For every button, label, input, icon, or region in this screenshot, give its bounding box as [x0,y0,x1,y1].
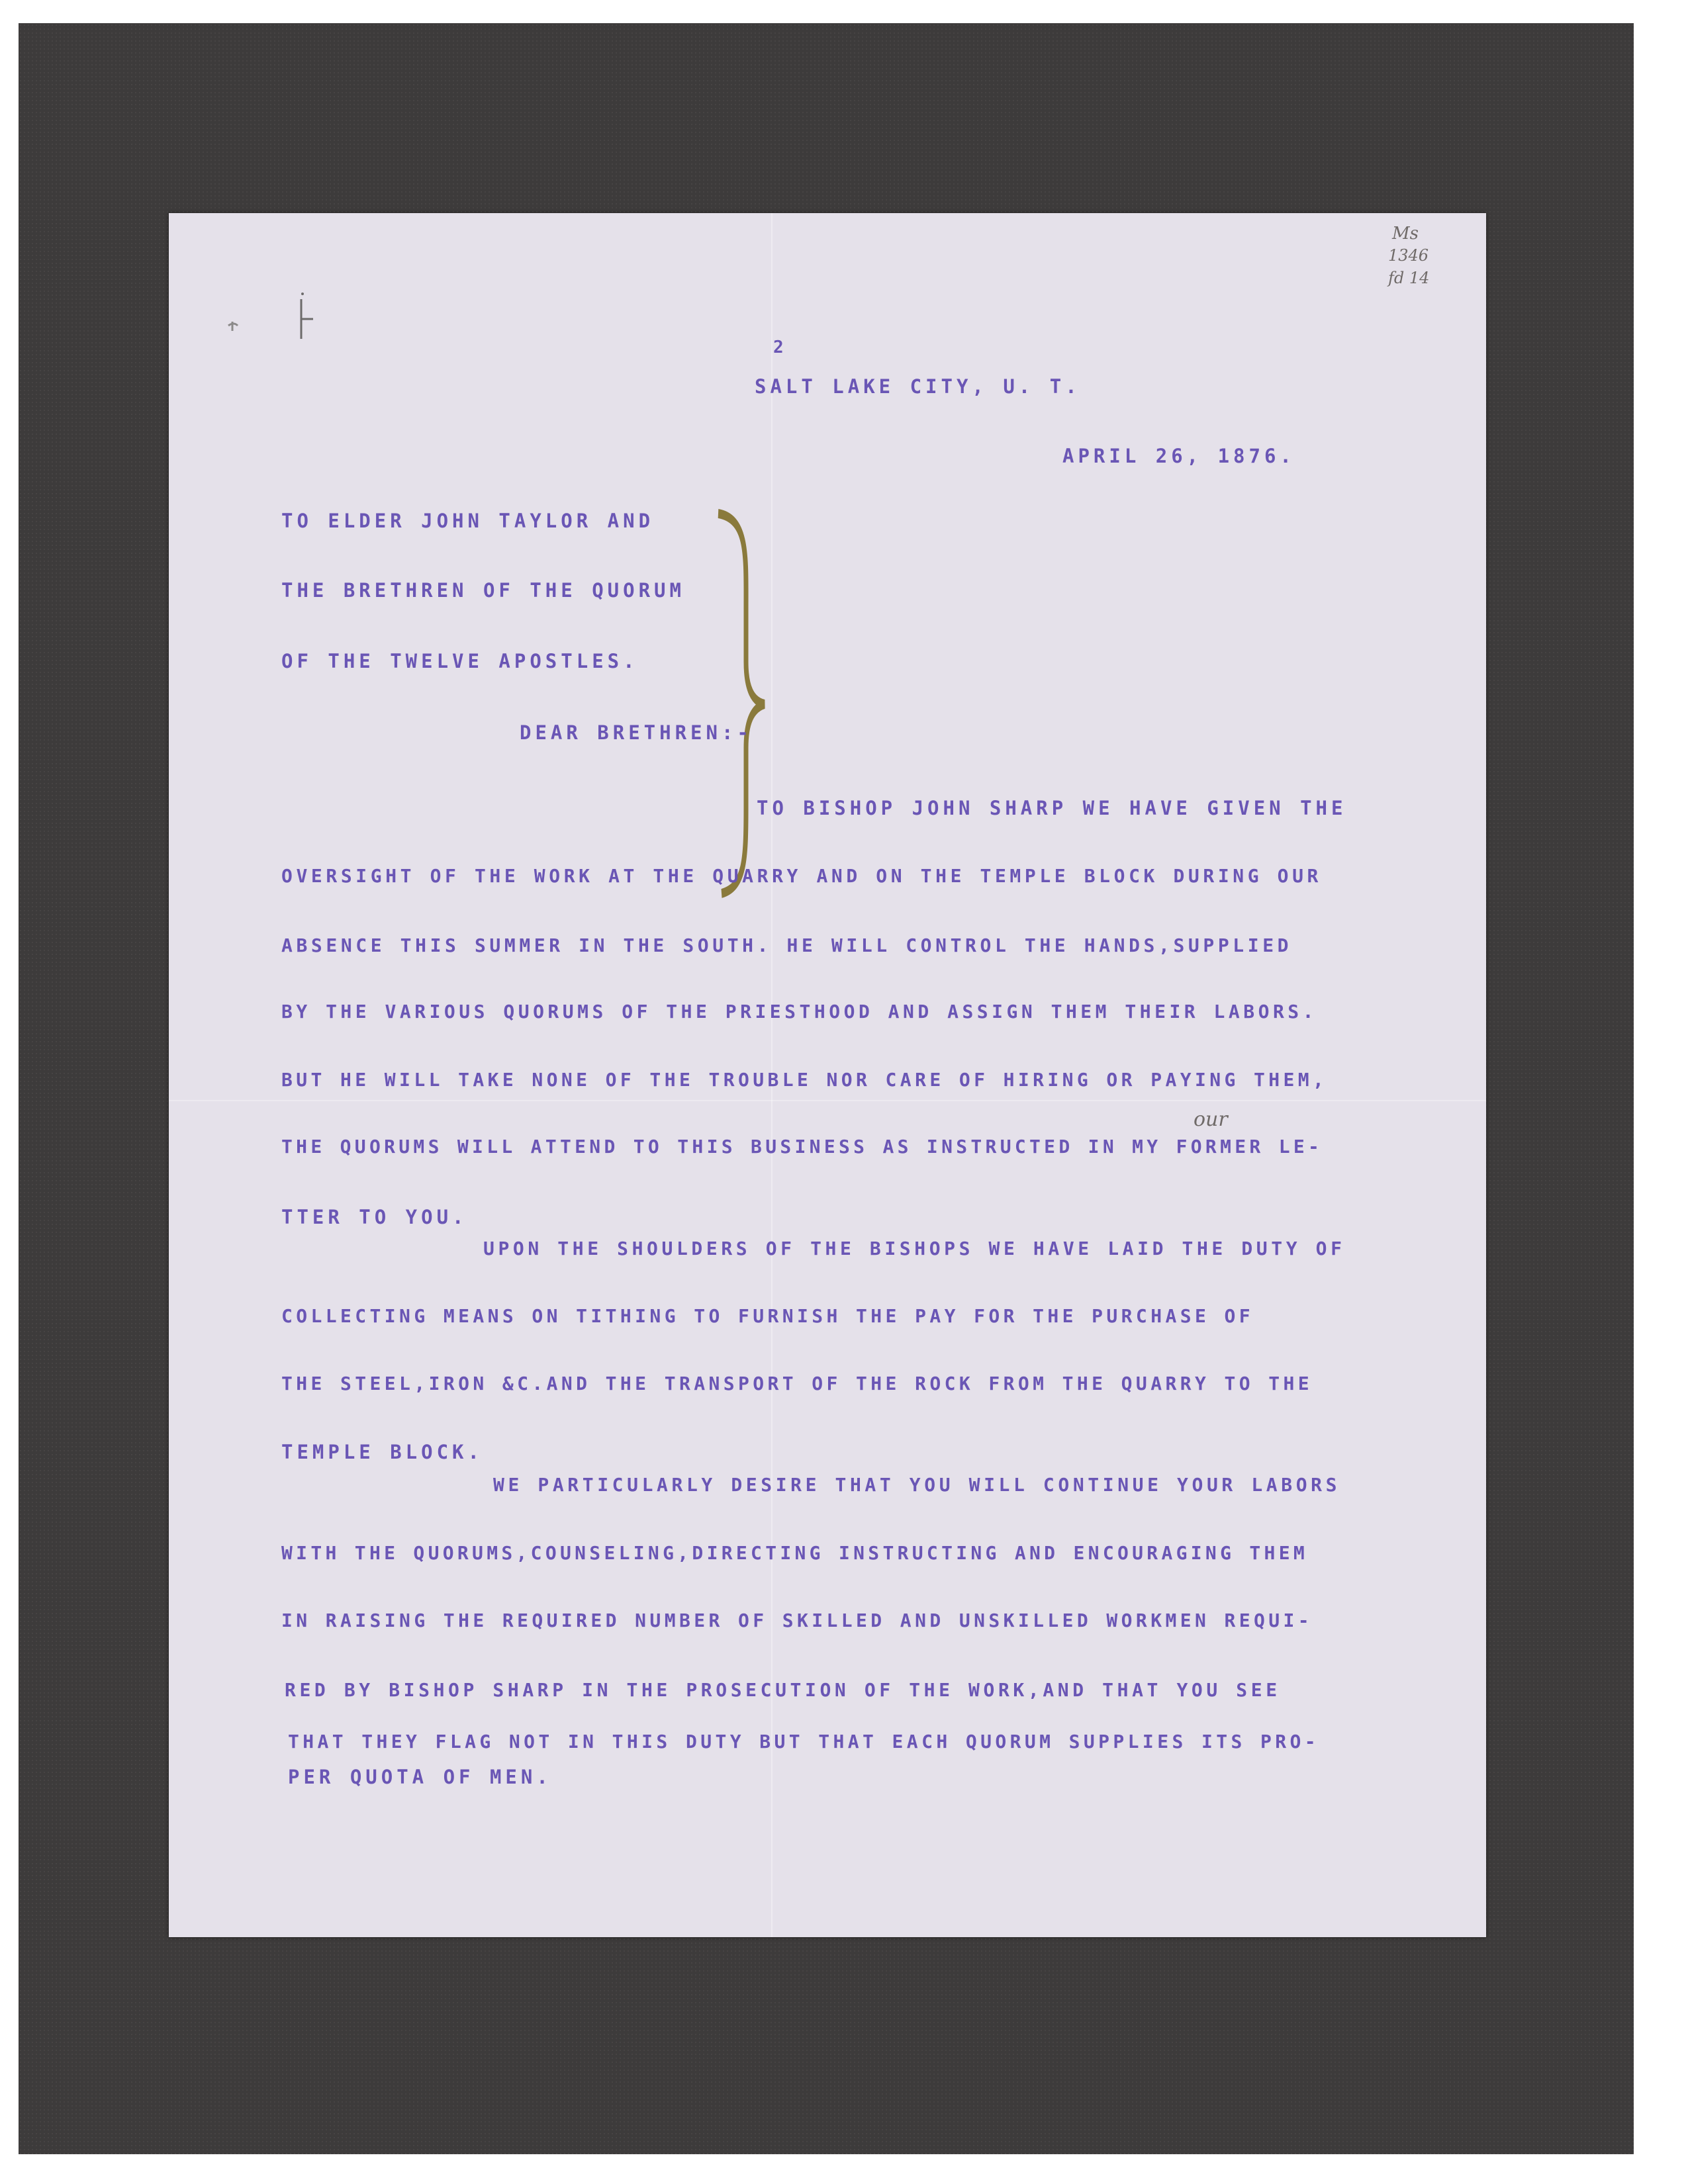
archive-note-line2: 1346 [1388,246,1429,265]
body-line-1: TO BISHOP JOHN SHARP WE HAVE GIVEN THE [757,797,1347,819]
body-line-3: ABSENCE THIS SUMMER IN THE SOUTH. HE WILL CONTROL THE HANDS,SUPPLIED [281,934,1293,956]
archive-note-line3: fd 14 [1388,269,1430,287]
archive-note-line1: Ms [1392,224,1419,244]
body-line-4: BY THE VARIOUS QUORUMS OF THE PRIESTHOOD AND ASSIGN THEM THEIR LABORS. [281,1001,1318,1023]
fold-crease-horizontal [169,1100,1486,1101]
letter-place: SALT LAKE CITY, U. T. [755,375,1081,398]
body-line-10: THE STEEL,IRON &C.AND THE TRANSPORT OF THE ROCK FROM THE QUARRY TO THE [281,1373,1313,1394]
handwritten-correction: our [1194,1108,1228,1131]
body-line-14: IN RAISING THE REQUIRED NUMBER OF SKILLED AND UNSKILLED WORKMEN REQUI- [281,1610,1313,1631]
body-line-17: PER QUOTA OF MEN. [288,1766,552,1788]
salutation: DEAR BRETHREN:- [520,721,753,744]
address-line-1: TO ELDER JOHN TAYLOR AND [281,510,655,532]
body-line-9: COLLECTING MEANS ON TITHING TO FURNISH THE PAY FOR THE PURCHASE OF [281,1305,1254,1327]
address-brace [698,503,778,900]
body-line-13: WITH THE QUORUMS,COUNSELING,DIRECTING INSTRUCTING AND ENCOURAGING THEM [281,1542,1309,1564]
body-line-2: OVERSIGHT OF THE WORK AT THE QUARRY AND ON THE TEMPLE BLOCK DURING OUR [281,865,1323,887]
body-line-15: RED BY BISHOP SHARP IN THE PROSECUTION OF THE WORK,AND THAT YOU SEE [285,1679,1281,1701]
address-line-3: OF THE TWELVE APOSTLES. [281,650,639,672]
pencil-marks [222,279,328,359]
body-line-16: THAT THEY FLAG NOT IN THIS DUTY BUT THAT EACH QUORUM SUPPLIES ITS PRO- [288,1731,1320,1752]
body-line-6: THE QUORUMS WILL ATTEND TO THIS BUSINESS AS INSTRUCTED IN MY FORMER LE- [281,1136,1323,1158]
body-line-7: TTER TO YOU. [281,1206,468,1228]
page-mark: 2 [773,338,788,357]
letter-date: APRIL 26, 1876. [1062,445,1295,467]
body-line-11: TEMPLE BLOCK. [281,1441,483,1463]
body-line-12: WE PARTICULARLY DESIRE THAT YOU WILL CONTINUE YOUR LABORS [493,1474,1341,1496]
body-line-8: UPON THE SHOULDERS OF THE BISHOPS WE HAVE LAID THE DUTY OF [483,1238,1346,1259]
address-line-2: THE BRETHREN OF THE QUORUM [281,579,685,602]
body-line-5: BUT HE WILL TAKE NONE OF THE TROUBLE NOR CARE OF HIRING OR PAYING THEM, [281,1069,1328,1091]
letter-page [169,213,1486,1937]
